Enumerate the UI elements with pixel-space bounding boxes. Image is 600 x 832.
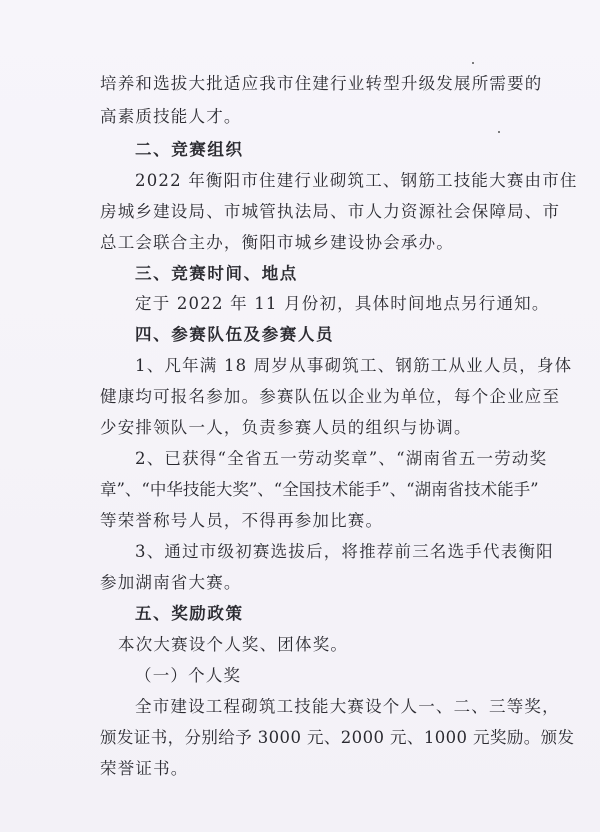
text-line: 2022 年衡阳市住建行业砌筑工、钢筋工技能大赛由市住: [135, 171, 578, 190]
text-line: 少安排领队一人，负责参赛人员的组织与协调。: [100, 418, 472, 437]
text-line: 培养和选拔大批适应我市住建行业转型升级发展所需要的: [100, 74, 543, 93]
text-line: 高素质技能人才。: [100, 107, 242, 126]
text-line: 1、凡年满 18 周岁从事砌筑工、钢筋工从业人员，身体: [135, 356, 573, 375]
text-line: 总工会联合主办，衡阳市城乡建设协会承办。: [100, 233, 454, 252]
section-heading: 五、奖励政策: [135, 604, 244, 623]
text-line: 等荣誉称号人员，不得再参加比赛。: [100, 511, 384, 530]
text-line: 健康均可报名参加。参赛队伍以企业为单位，每个企业应至: [100, 387, 561, 406]
text-line: （一）个人奖: [135, 666, 242, 685]
text-line: 章”、“中华技能大奖”、“全国技术能手”、“湖南省技术能手”: [100, 480, 539, 499]
section-heading: 二、竞赛组织: [135, 140, 244, 159]
text-line: 本次大赛设个人奖、团体奖。: [118, 635, 349, 654]
text-line: 荣誉证书。: [100, 759, 189, 778]
text-line: 3、通过市级初赛选拔后，将推荐前三名选手代表衡阳: [135, 542, 554, 561]
text-line: 定于 2022 年 11 月份初，具体时间地点另行通知。: [135, 294, 550, 313]
section-heading: 三、竞赛时间、地点: [135, 264, 298, 283]
text-line: 颁发证书，分别给予 3000 元、2000 元、1000 元奖励。颁发: [100, 728, 575, 747]
text-line: 全市建设工程砌筑工技能大赛设个人一、二、三等奖，: [135, 697, 560, 716]
section-heading: 四、参赛队伍及参赛人员: [135, 325, 335, 344]
text-line: 参加湖南省大赛。: [100, 573, 242, 592]
text-line: 2、已获得“全省五一劳动奖章”、“湖南省五一劳动奖: [135, 449, 548, 468]
scan-speck: [472, 62, 474, 64]
scan-speck: [498, 131, 500, 133]
text-line: 房城乡建设局、市城管执法局、市人力资源社会保障局、市: [100, 202, 561, 221]
